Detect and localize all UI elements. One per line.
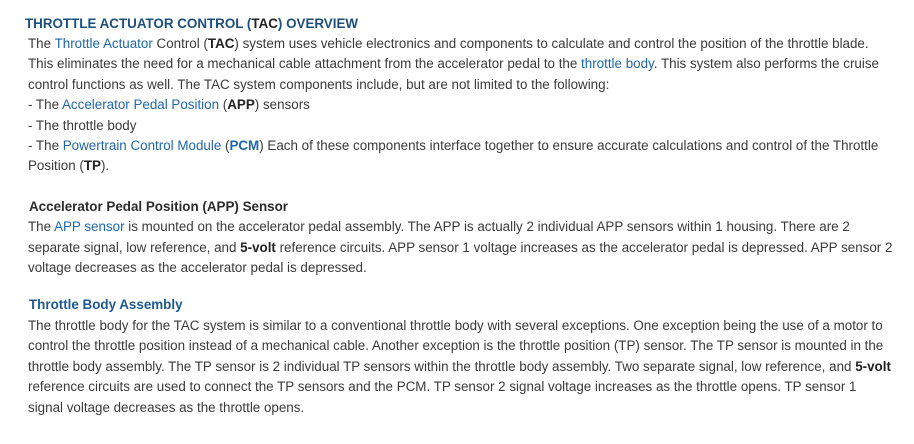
bold-text: TP bbox=[83, 158, 101, 174]
heading-text: THROTTLE ACTUATOR CONTROL ( bbox=[25, 16, 252, 31]
pcm-full-link[interactable]: Powertrain Control Module bbox=[62, 138, 222, 154]
app-heading: Accelerator Pedal Position (APP) Sensor bbox=[29, 198, 288, 214]
list-item bbox=[25, 116, 894, 136]
text: ) Each of these components interface together to ensure accurate calculations and control of the Throttle Position ( bbox=[28, 138, 879, 174]
bold-text: PCM bbox=[229, 138, 260, 154]
heading-text-end: ) OVERVIEW bbox=[277, 16, 359, 31]
text: ( bbox=[221, 138, 230, 154]
text: ) sensors bbox=[254, 97, 310, 113]
bold-text: TAC bbox=[207, 36, 235, 51]
bold-text: 5-volt bbox=[240, 239, 276, 255]
text: reference circuits are used to connect the TP sensors and the PCM. TP sensor 2 signal voltage increases as the throttle opens. TP sensor 1 signal voltage decreases as the throttle opens. bbox=[28, 379, 857, 415]
overview-paragraph bbox=[25, 34, 894, 95]
text: ( bbox=[219, 97, 228, 113]
spacer bbox=[25, 278, 894, 295]
text: - The bbox=[28, 97, 62, 113]
app-sensor-link[interactable]: APP sensor bbox=[54, 219, 125, 235]
throttle-body-link[interactable]: throttle body bbox=[581, 56, 654, 72]
text: - The throttle body bbox=[28, 117, 137, 133]
text: Control ( bbox=[152, 36, 208, 51]
pcm-link[interactable] bbox=[229, 138, 259, 153]
text: is mounted on the accelerator pedal assembly. The APP is actually 2 individual APP sensors within 1 housing. There are 2 separate signal, low reference, and bbox=[28, 219, 850, 255]
text: reference circuits. APP sensor 1 voltage increases as the accelerator pedal is depressed. APP sensor 2 voltage decreases as the accelerator pedal is depressed. bbox=[28, 239, 893, 276]
text: The throttle body for the TAC system is similar to a conventional throttle body with several exceptions. One exception being the use of a motor to control the throttle position instead of a mechanical cable. Another exception is the throttle position (TP) sensor. The TP sensor is mounted in the throttle body assembly. The TP sensor is 2 individual TP sensors within the throttle body assembly. Two separate signal, low reference, and bbox=[28, 317, 884, 374]
list-item bbox=[25, 136, 894, 177]
text: The bbox=[28, 219, 55, 235]
spacer bbox=[25, 177, 894, 197]
throttle-actuator-link[interactable]: Throttle Actuator bbox=[54, 36, 153, 51]
text: . This system also performs the cruise control functions as well. The TAC system components include, but are not limited to the following: bbox=[28, 56, 879, 92]
app-paragraph bbox=[25, 217, 894, 278]
throttle-body-heading: Throttle Body Assembly bbox=[29, 297, 183, 313]
overview-heading bbox=[25, 14, 894, 34]
list-item bbox=[25, 95, 894, 115]
heading-abbr: TAC bbox=[251, 16, 278, 31]
bold-text: APP bbox=[227, 97, 255, 113]
throttle-body-paragraph bbox=[25, 316, 894, 418]
text: ) system uses vehicle electronics and components to calculate and control the position of the throttle blade. This eliminates the need for a mechanical cable attachment from the accelerator pedal to the bbox=[28, 36, 869, 72]
text: The bbox=[28, 36, 55, 51]
app-link[interactable]: Accelerator Pedal Position bbox=[62, 97, 220, 113]
bold-text: 5-volt bbox=[855, 358, 891, 374]
text: ). bbox=[100, 158, 110, 174]
text: - The bbox=[28, 138, 63, 154]
